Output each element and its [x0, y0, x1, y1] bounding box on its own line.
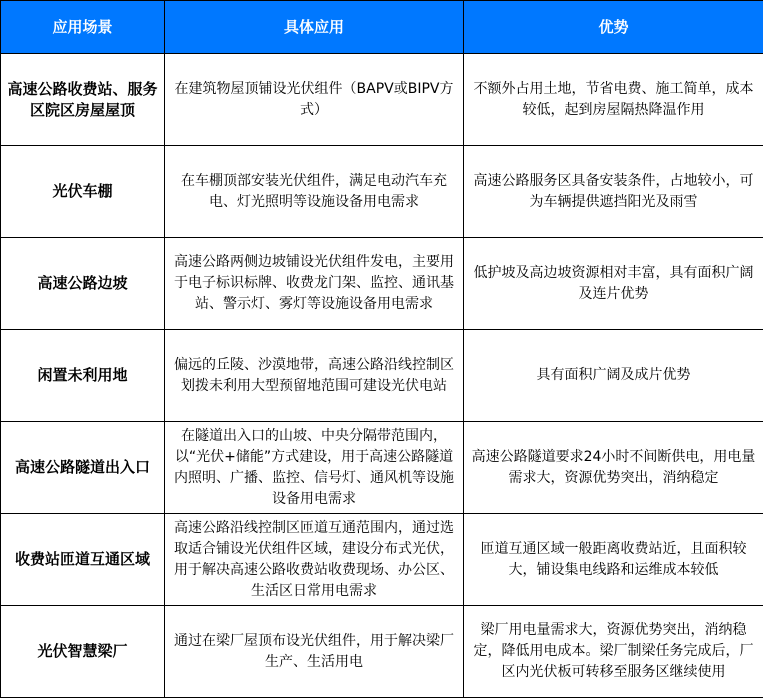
scene-cell: 收费站匝道互通区域 [1, 514, 165, 606]
scene-cell: 闲置未利用地 [1, 330, 165, 422]
table-row [1, 54, 763, 146]
application-cell: 高速公路两侧边坡铺设光伏组件发电，主要用于电子标识标牌、收费龙门架、监控、通讯基站、警示灯、雾灯等设施设备用电需求 [165, 238, 464, 330]
advantage-cell: 匝道互通区域一般距离收费站近，且面积较大，铺设集电线路和运维成本较低 [464, 514, 763, 606]
scene-cell: 高速公路隧道出入口 [1, 422, 165, 514]
application-cell: 在隧道出入口的山坡、中央分隔带范围内，以“光伏+储能”方式建设，用于高速公路隧道内照明、广播、监控、信号灯、通风机等设施设备用电需求 [165, 422, 464, 514]
application-cell: 通过在梁厂屋顶布设光伏组件，用于解决梁厂生产、生活用电 [165, 606, 464, 698]
application-cell: 在建筑物屋顶铺设光伏组件（BAPV或BIPV方式） [165, 54, 464, 146]
table-row [1, 422, 763, 514]
header-application: 具体应用 [165, 1, 464, 54]
advantage-cell: 低护坡及高边坡资源相对丰富，具有面积广阔及连片优势 [464, 238, 763, 330]
advantage-cell: 不额外占用土地，节省电费、施工简单，成本较低，起到房屋隔热降温作用 [464, 54, 763, 146]
scene-cell: 高速公路收费站、服务区院区房屋屋顶 [1, 54, 165, 146]
scene-cell: 光伏车棚 [1, 146, 165, 238]
advantage-cell: 高速公路服务区具备安装条件，占地较小，可为车辆提供遮挡阳光及雨雪 [464, 146, 763, 238]
table-header-row [1, 1, 763, 54]
application-cell: 高速公路沿线控制区匝道互通范围内，通过选取适合铺设光伏组件区域，建设分布式光伏，用于解决高速公路收费站收费现场、办公区、生活区日常用电需求 [165, 514, 464, 606]
table-row [1, 514, 763, 606]
header-advantage: 优势 [464, 1, 763, 54]
table-row [1, 146, 763, 238]
application-cell: 在车棚顶部安装光伏组件，满足电动汽车充电、灯光照明等设施设备用电需求 [165, 146, 464, 238]
application-cell: 偏远的丘陵、沙漠地带，高速公路沿线控制区划拨未利用大型预留地范围可建设光伏电站 [165, 330, 464, 422]
advantage-cell: 高速公路隧道要求24小时不间断供电，用电量需求大，资源优势突出，消纳稳定 [464, 422, 763, 514]
table-row [1, 238, 763, 330]
table-row [1, 330, 763, 422]
scene-cell: 光伏智慧梁厂 [1, 606, 165, 698]
header-scene: 应用场景 [1, 1, 165, 54]
advantage-cell: 梁厂用电量需求大，资源优势突出，消纳稳定，降低用电成本。梁厂制梁任务完成后，厂区内光伏板可转移至服务区继续使用 [464, 606, 763, 698]
advantage-cell: 具有面积广阔及成片优势 [464, 330, 763, 422]
table-row [1, 606, 763, 698]
scene-cell: 高速公路边坡 [1, 238, 165, 330]
